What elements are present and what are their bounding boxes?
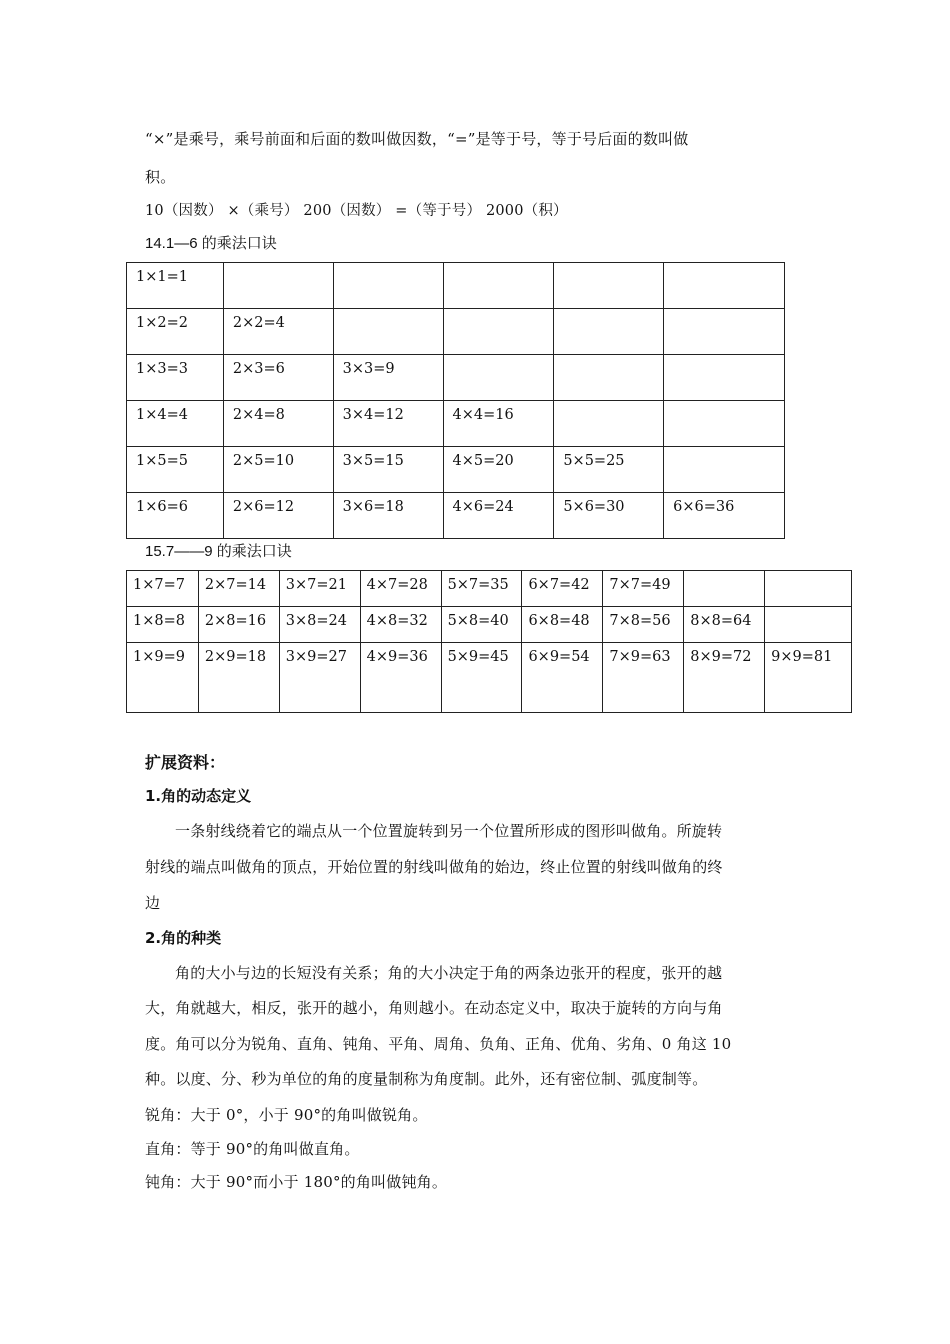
table-cell: 2×7=14 — [198, 571, 279, 607]
formula-line: 10（因数） ×（乘号） 200（因数） =（等于号） 2000（积） — [145, 203, 568, 219]
table-cell: 2×9=18 — [198, 643, 279, 713]
table-cell — [554, 309, 664, 355]
table-cell: 4×8=32 — [360, 607, 441, 643]
s1-paragraph-line-2: 射线的端点叫做角的顶点，开始位置的射线叫做角的始边，终止位置的射线叫做角的终 — [145, 858, 723, 876]
table-cell: 9×9=81 — [765, 643, 852, 713]
table-cell: 2×5=10 — [223, 447, 333, 493]
table-cell: 5×6=30 — [554, 493, 664, 539]
table-cell: 3×5=15 — [333, 447, 443, 493]
table-cell: 4×6=24 — [443, 493, 554, 539]
table-cell — [554, 263, 664, 309]
section-14-title: 14.1—6 的乘法口诀 — [145, 235, 277, 252]
table-cell: 1×8=8 — [127, 607, 199, 643]
table-row — [127, 263, 785, 309]
table-cell: 8×8=64 — [684, 607, 765, 643]
table-cell: 2×6=12 — [223, 493, 333, 539]
intro-line-2: 积。 — [145, 168, 176, 186]
table-cell: 2×3=6 — [223, 355, 333, 401]
table-row — [127, 401, 785, 447]
table-cell — [333, 263, 443, 309]
multiplication-table-1-6 — [126, 262, 785, 539]
table-cell — [765, 571, 852, 607]
table-cell: 1×5=5 — [127, 447, 224, 493]
table-cell: 1×4=4 — [127, 401, 224, 447]
s1-paragraph-line-1: 一条射线绕着它的端点从一个位置旋转到另一个位置所形成的图形叫做角。所旋转 — [175, 822, 723, 840]
table-cell: 4×7=28 — [360, 571, 441, 607]
table-row — [127, 607, 852, 643]
table-cell: 2×2=4 — [223, 309, 333, 355]
table-cell: 5×7=35 — [441, 571, 522, 607]
s2-paragraph-line-2: 大，角就越大，相反，张开的越小，角则越小。在动态定义中，取决于旋转的方向与角 — [145, 999, 723, 1017]
table-cell: 3×6=18 — [333, 493, 443, 539]
table-row — [127, 309, 785, 355]
table-cell — [554, 401, 664, 447]
table-cell: 6×8=48 — [522, 607, 603, 643]
table-cell: 4×4=16 — [443, 401, 554, 447]
table-cell: 8×9=72 — [684, 643, 765, 713]
right-angle-definition: 直角：等于 90°的角叫做直角。 — [145, 1140, 360, 1158]
table-cell — [664, 401, 785, 447]
table-cell — [684, 571, 765, 607]
table-cell: 6×9=54 — [522, 643, 603, 713]
table-cell: 1×2=2 — [127, 309, 224, 355]
table-cell: 5×8=40 — [441, 607, 522, 643]
table-cell — [664, 263, 785, 309]
table-row — [127, 643, 852, 713]
table-cell: 3×3=9 — [333, 355, 443, 401]
table-cell: 4×9=36 — [360, 643, 441, 713]
table-row — [127, 571, 852, 607]
table-cell: 6×6=36 — [664, 493, 785, 539]
table-cell — [664, 355, 785, 401]
table-cell: 5×5=25 — [554, 447, 664, 493]
table-cell: 4×5=20 — [443, 447, 554, 493]
table-cell: 3×4=12 — [333, 401, 443, 447]
table-cell: 7×8=56 — [603, 607, 684, 643]
table-cell: 5×9=45 — [441, 643, 522, 713]
section-15-title: 15.7——9 的乘法口诀 — [145, 543, 292, 560]
table-cell — [443, 355, 554, 401]
table-cell: 2×8=16 — [198, 607, 279, 643]
section-1-title: 1.角的动态定义 — [145, 787, 252, 805]
table-cell: 1×9=9 — [127, 643, 199, 713]
table-cell: 2×4=8 — [223, 401, 333, 447]
table-cell: 3×9=27 — [279, 643, 360, 713]
table-cell — [664, 309, 785, 355]
s2-paragraph-line-1: 角的大小与边的长短没有关系；角的大小决定于角的两条边张开的程度，张开的越 — [175, 964, 723, 982]
table-cell — [443, 263, 554, 309]
s2-paragraph-line-3: 度。角可以分为锐角、直角、钝角、平角、周角、负角、正角、优角、劣角、0 角这 10 — [145, 1035, 732, 1053]
multiplication-table-7-9 — [126, 570, 852, 713]
table-cell: 1×6=6 — [127, 493, 224, 539]
acute-angle-definition: 锐角：大于 0°，小于 90°的角叫做锐角。 — [145, 1106, 428, 1124]
table-cell — [443, 309, 554, 355]
table-cell: 3×7=21 — [279, 571, 360, 607]
table-row — [127, 355, 785, 401]
table-cell: 7×7=49 — [603, 571, 684, 607]
table-row — [127, 447, 785, 493]
obtuse-angle-definition: 钝角：大于 90°而小于 180°的角叫做钝角。 — [145, 1173, 448, 1191]
table-cell: 1×3=3 — [127, 355, 224, 401]
table-cell: 6×7=42 — [522, 571, 603, 607]
table-cell: 1×1=1 — [127, 263, 224, 309]
table-cell: 1×7=7 — [127, 571, 199, 607]
extension-title: 扩展资料： — [145, 753, 226, 772]
table-cell — [664, 447, 785, 493]
table-cell — [765, 607, 852, 643]
table-cell: 7×9=63 — [603, 643, 684, 713]
intro-line-1: “×”是乘号，乘号前面和后面的数叫做因数，“=”是等于号，等于号后面的数叫做 — [145, 130, 689, 148]
s2-paragraph-line-4: 种。以度、分、秒为单位的角的度量制称为角度制。此外，还有密位制、弧度制等。 — [145, 1070, 708, 1088]
table-cell — [223, 263, 333, 309]
section-2-title: 2.角的种类 — [145, 929, 222, 947]
table-cell — [333, 309, 443, 355]
table-cell — [554, 355, 664, 401]
table-row — [127, 493, 785, 539]
s1-paragraph-line-3: 边 — [145, 894, 161, 912]
table-cell: 3×8=24 — [279, 607, 360, 643]
